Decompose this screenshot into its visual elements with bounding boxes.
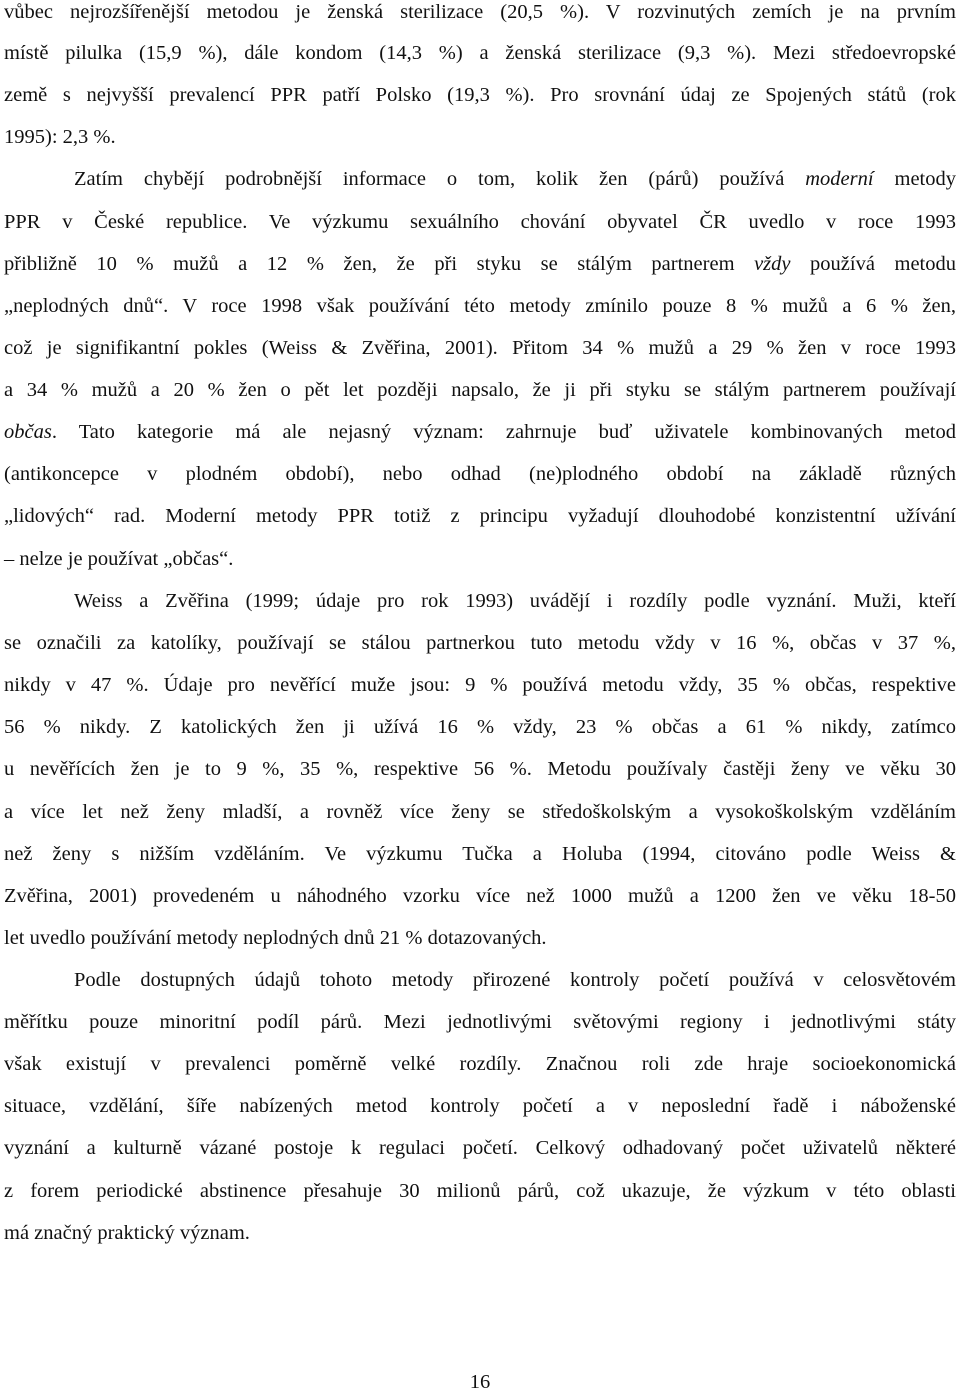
text-line — [4, 1050, 956, 1078]
text-line — [4, 1219, 956, 1247]
text-line — [4, 1008, 956, 1036]
text-segment: přibližně 10 % mužů a 12 % žen, že při styku se stálým partnerem — [4, 253, 755, 275]
text-segment: má značný praktický význam. — [4, 1222, 250, 1244]
emphasis-text: občas — [4, 421, 52, 443]
text-line — [74, 966, 956, 994]
text-segment: „lidových“ rad. Moderní metody PPR totiž z principu vyžadují dlouhodobé konzistentní užívání — [4, 505, 956, 527]
text-segment: – nelze je používat „občas“. — [4, 548, 234, 570]
text-line — [4, 123, 956, 151]
text-line — [4, 671, 956, 699]
text-line — [4, 376, 956, 404]
text-line — [4, 292, 956, 320]
text-segment: však existují v prevalenci poměrně velké rozdíly. Značnou roli zde hraje socioekonomická — [4, 1053, 956, 1075]
text-line — [4, 882, 956, 910]
page-number: 16 — [469, 1371, 491, 1393]
text-segment: než ženy s nižším vzděláním. Ve výzkumu Tučka a Holuba (1994, citováno podle Weiss & — [4, 843, 956, 865]
text-segment: PPR v České republice. Ve výzkumu sexuálního chování obyvatel ČR uvedlo v roce 1993 — [4, 211, 956, 233]
text-segment: „neplodných dnů“. V roce 1998 však používání této metody zmínilo pouze 8 % mužů a 6 % žen, — [4, 295, 956, 317]
emphasis-text: vždy — [754, 253, 791, 275]
text-line — [4, 39, 956, 67]
text-line — [4, 208, 956, 236]
text-segment: Zatím chybějí podrobnější informace o tom, kolik žen (párů) používá — [74, 168, 806, 190]
text-segment: používá metodu — [790, 253, 956, 275]
text-segment: 56 % nikdy. Z katolických žen ji užívá 16 % vždy, 23 % občas a 61 % nikdy, zatímco — [4, 716, 956, 738]
text-line — [4, 1134, 956, 1162]
text-segment: což je signifikantní pokles (Weiss & Zvěřina, 2001). Přitom 34 % mužů a 29 % žen v roce 1993 — [4, 337, 956, 359]
text-line — [4, 460, 956, 488]
text-line — [4, 924, 956, 952]
text-line — [4, 713, 956, 741]
text-segment: metody — [873, 168, 956, 190]
text-segment: z forem periodické abstinence přesahuje 30 milionů párů, což ukazuje, že výzkum v této oblasti — [4, 1180, 956, 1202]
text-segment: let uvedlo používání metody neplodných dnů 21 % dotazovaných. — [4, 927, 547, 949]
text-segment: země s nejvyšší prevalencí PPR patří Polsko (19,3 %). Pro srovnání údaj ze Spojených států (rok — [4, 84, 956, 106]
text-line — [4, 334, 956, 362]
text-line — [4, 629, 956, 657]
text-segment: a 34 % mužů a 20 % žen o pět let později napsalo, že ji při styku se stálým partnerem používají — [4, 379, 956, 401]
text-line — [4, 545, 956, 573]
text-line — [4, 81, 956, 109]
text-segment: místě pilulka (15,9 %), dále kondom (14,3 %) a ženská sterilizace (9,3 %). Mezi středoevropské — [4, 42, 956, 64]
text-line — [4, 250, 956, 278]
text-line — [74, 587, 956, 615]
text-line — [4, 798, 956, 826]
text-line — [4, 502, 956, 530]
text-segment: Weiss a Zvěřina (1999; údaje pro rok 1993) uvádějí i rozdíly podle vyznání. Muži, kteří — [74, 590, 956, 612]
text-segment: Podle dostupných údajů tohoto metody přirozené kontroly početí používá v celosvětovém — [74, 969, 956, 991]
text-line — [74, 165, 956, 193]
text-line — [4, 1092, 956, 1120]
text-line — [4, 840, 956, 868]
text-line — [4, 0, 956, 26]
text-segment: měřítku pouze minoritní podíl párů. Mezi jednotlivými světovými regiony i jednotlivými státy — [4, 1011, 956, 1033]
text-segment: vůbec nejrozšířenější metodou je ženská sterilizace (20,5 %). V rozvinutých zemích je na prvním — [4, 1, 956, 23]
text-segment: nikdy v 47 %. Údaje pro nevěřící muže jsou: 9 % používá metodu vždy, 35 % občas, respektive — [4, 674, 956, 696]
text-line — [4, 1177, 956, 1205]
text-segment: 1995): 2,3 %. — [4, 126, 116, 148]
text-segment: . Tato kategorie má ale nejasný význam: zahrnuje buď uživatele kombinovaných metod — [51, 421, 956, 443]
text-segment: vyznání a kulturně vázané postoje k regulaci početí. Celkový odhadovaný počet uživatelů některé — [4, 1137, 956, 1159]
text-segment: a více let než ženy mladší, a rovněž více ženy se středoškolským a vysokoškolským vzděláním — [4, 801, 956, 823]
text-line — [4, 418, 956, 446]
text-segment: (antikoncepce v plodném období), nebo odhad (ne)plodného období na základě různých — [4, 463, 956, 485]
text-segment: Zvěřina, 2001) provedeném u náhodného vzorku více než 1000 mužů a 1200 žen ve věku 18-50 — [4, 885, 956, 907]
emphasis-text: moderní — [805, 168, 874, 190]
text-segment: situace, vzdělání, šíře nabízených metod kontroly početí a v neposlední řadě i náboženské — [4, 1095, 956, 1117]
text-line — [4, 755, 956, 783]
text-segment: u nevěřících žen je to 9 %, 35 %, respektive 56 %. Metodu používaly častěji ženy ve věku 30 — [4, 758, 956, 780]
text-segment: se označili za katolíky, používají se stálou partnerkou tuto metodu vždy v 16 %, občas v 37 %, — [4, 632, 956, 654]
